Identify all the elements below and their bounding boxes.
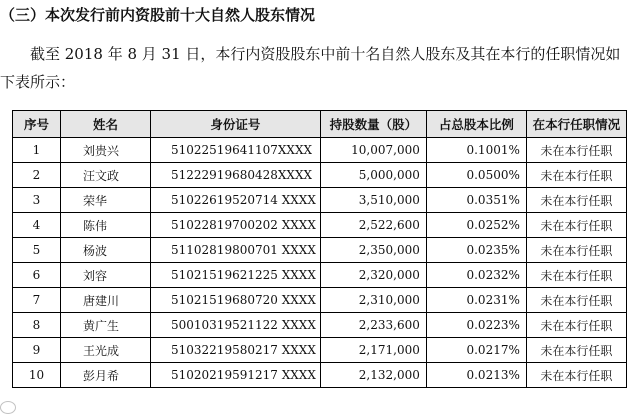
cell-shares: 2,171,000 bbox=[320, 338, 426, 363]
cell-id-number: 51022619520714 XXXX bbox=[151, 188, 321, 213]
cell-ratio: 0.0223% bbox=[426, 313, 526, 338]
cell-id-number: 51020219591217 XXXX bbox=[151, 363, 321, 388]
cell-name: 刘贵兴 bbox=[61, 138, 151, 163]
table-row bbox=[13, 263, 627, 288]
cell-name: 陈伟 bbox=[61, 213, 151, 238]
table-body bbox=[13, 138, 627, 388]
column-header-position: 在本行任职情况 bbox=[526, 111, 626, 138]
table-row bbox=[13, 363, 627, 388]
cell-position: 未在本行任职 bbox=[526, 363, 626, 388]
cell-ratio: 0.0500% bbox=[426, 163, 526, 188]
cell-name: 黄广生 bbox=[61, 313, 151, 338]
cell-id-number: 51222919680428XXXX bbox=[151, 163, 321, 188]
cell-shares: 2,350,000 bbox=[320, 238, 426, 263]
watermark bbox=[0, 398, 80, 416]
cell-name: 唐建川 bbox=[61, 288, 151, 313]
table-row bbox=[13, 338, 627, 363]
cell-index: 10 bbox=[13, 363, 61, 388]
column-header-ratio: 占总股本比例 bbox=[426, 111, 526, 138]
column-header-name: 姓名 bbox=[61, 111, 151, 138]
cell-index: 3 bbox=[13, 188, 61, 213]
table-row bbox=[13, 188, 627, 213]
cell-ratio: 0.0213% bbox=[426, 363, 526, 388]
cell-index: 5 bbox=[13, 238, 61, 263]
cell-id-number: 51102819800701 XXXX bbox=[151, 238, 321, 263]
cell-shares: 2,320,000 bbox=[320, 263, 426, 288]
cell-ratio: 0.0231% bbox=[426, 288, 526, 313]
table-header-row bbox=[13, 111, 627, 138]
cell-index: 6 bbox=[13, 263, 61, 288]
cell-name: 汪文政 bbox=[61, 163, 151, 188]
cell-name: 王光成 bbox=[61, 338, 151, 363]
cell-shares: 3,510,000 bbox=[320, 188, 426, 213]
cell-position: 未在本行任职 bbox=[526, 338, 626, 363]
cell-position: 未在本行任职 bbox=[526, 263, 626, 288]
table-row bbox=[13, 313, 627, 338]
cell-shares: 2,132,000 bbox=[320, 363, 426, 388]
cell-name: 刘容 bbox=[61, 263, 151, 288]
cell-name: 彭月希 bbox=[61, 363, 151, 388]
cell-name: 杨波 bbox=[61, 238, 151, 263]
table-row bbox=[13, 213, 627, 238]
cell-index: 9 bbox=[13, 338, 61, 363]
cell-id-number: 50010319521122 XXXX bbox=[151, 313, 321, 338]
cell-id-number: 51022819700202 XXXX bbox=[151, 213, 321, 238]
cell-index: 4 bbox=[13, 213, 61, 238]
cell-index: 2 bbox=[13, 163, 61, 188]
cell-position: 未在本行任职 bbox=[526, 238, 626, 263]
table-row bbox=[13, 138, 627, 163]
cell-shares: 2,310,000 bbox=[320, 288, 426, 313]
column-header-id-number: 身份证号 bbox=[151, 111, 321, 138]
shareholder-table bbox=[12, 110, 627, 388]
intro-paragraph: 截至 2018 年 8 月 31 日，本行内资股股东中前十名自然人股东及其在本行的任职情况如下表所示： bbox=[0, 45, 621, 91]
cell-position: 未在本行任职 bbox=[526, 288, 626, 313]
cell-position: 未在本行任职 bbox=[526, 313, 626, 338]
cell-index: 1 bbox=[13, 138, 61, 163]
cell-position: 未在本行任职 bbox=[526, 213, 626, 238]
cell-shares: 2,522,600 bbox=[320, 213, 426, 238]
cell-position: 未在本行任职 bbox=[526, 138, 626, 163]
table-row bbox=[13, 288, 627, 313]
cell-ratio: 0.0217% bbox=[426, 338, 526, 363]
cell-id-number: 51021519621225 XXXX bbox=[151, 263, 321, 288]
cell-ratio: 0.0252% bbox=[426, 213, 526, 238]
cell-index: 8 bbox=[13, 313, 61, 338]
cell-shares: 10,007,000 bbox=[320, 138, 426, 163]
cell-index: 7 bbox=[13, 288, 61, 313]
cell-position: 未在本行任职 bbox=[526, 163, 626, 188]
cell-id-number: 51021519680720 XXXX bbox=[151, 288, 321, 313]
cell-shares: 2,233,600 bbox=[320, 313, 426, 338]
column-header-shares: 持股数量（股） bbox=[320, 111, 426, 138]
weibo-logo-icon bbox=[0, 401, 16, 414]
cell-ratio: 0.1001% bbox=[426, 138, 526, 163]
cell-id-number: 51022519641107XXXX bbox=[151, 138, 321, 163]
column-header-index: 序号 bbox=[13, 111, 61, 138]
table-row bbox=[13, 163, 627, 188]
cell-name: 荣华 bbox=[61, 188, 151, 213]
section-heading: （三）本次发行前内资股前十大自然人股东情况 bbox=[0, 6, 316, 24]
table-row bbox=[13, 238, 627, 263]
cell-position: 未在本行任职 bbox=[526, 188, 626, 213]
cell-ratio: 0.0232% bbox=[426, 263, 526, 288]
cell-ratio: 0.0351% bbox=[426, 188, 526, 213]
cell-ratio: 0.0235% bbox=[426, 238, 526, 263]
cell-shares: 5,000,000 bbox=[320, 163, 426, 188]
cell-id-number: 51032219580217 XXXX bbox=[151, 338, 321, 363]
